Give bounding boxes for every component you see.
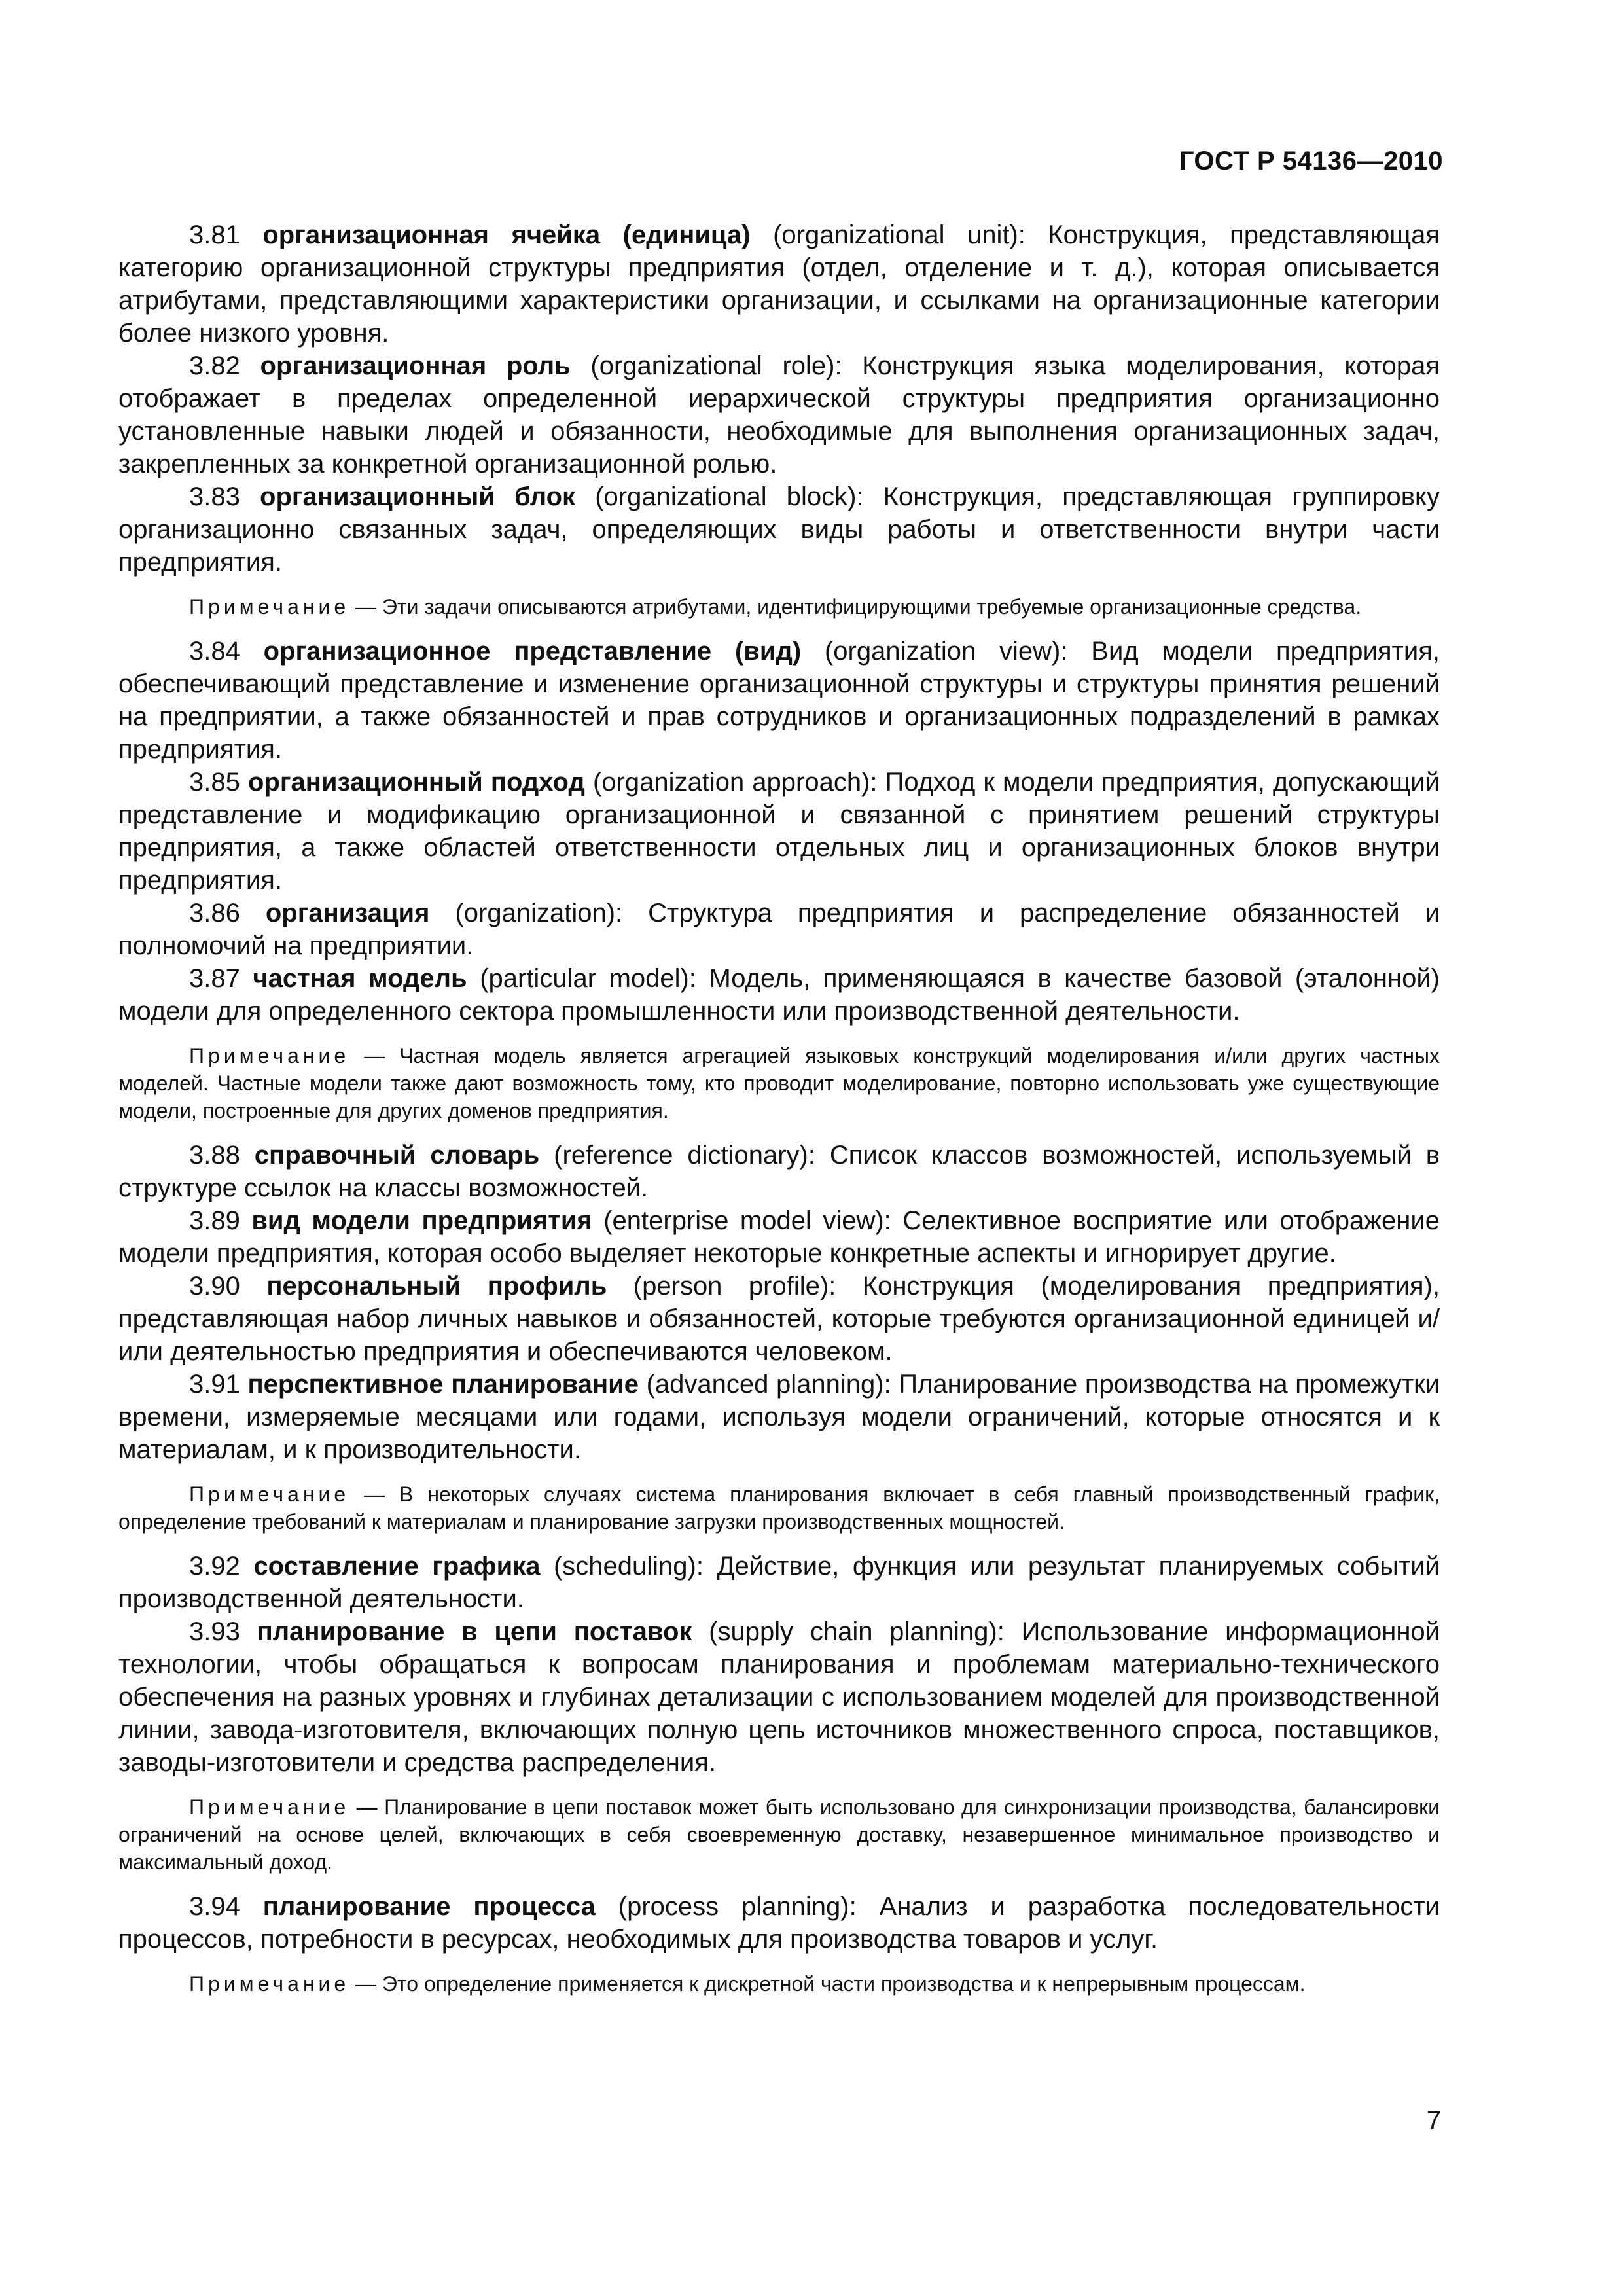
note-label: Примечание <box>189 1482 350 1506</box>
term-entry-3-86 <box>118 897 1440 962</box>
term-entry-3-85 <box>118 766 1440 897</box>
note-dash: — <box>349 1972 382 1996</box>
term-note-3-87 <box>118 1042 1440 1124</box>
term-number: 3.91 <box>189 1370 240 1399</box>
term-entry-3-82 <box>118 350 1440 480</box>
term-entry-3-91 <box>118 1368 1440 1466</box>
term-number: 3.90 <box>189 1272 240 1300</box>
term-definition: (organizational block): Конструкция, представляющая группировку организационно связанных задач, определяющих виды работы и ответственности внутри части предприятия. <box>118 482 1440 577</box>
term-entry-3-93 <box>118 1615 1440 1779</box>
term-number: 3.81 <box>189 221 240 249</box>
term-title: организационная роль <box>260 351 571 380</box>
term-number: 3.93 <box>189 1617 240 1646</box>
term-number: 3.84 <box>189 637 240 666</box>
term-definition: (supply chain planning): Использование информационной технологии, чтобы обращаться к вопросам планирования и проблемам материально-технического обеспечения на разных уровнях и глубинах детализации с использованием моделей для производственной линии, завода-изготовителя, включающих полную цепь источников множественного спроса, поставщиков, заводы-изготовители и средства распределения. <box>118 1617 1440 1777</box>
term-definition: (person profile): Конструкция (моделирования предприятия), представляющая набор личных навыков и обязанностей, которые требуются организационной единицей и/или деятельностью предприятия и обеспечиваются человеком. <box>118 1272 1440 1366</box>
note-dash: — <box>349 1795 385 1819</box>
note-label: Примечание <box>189 1795 350 1819</box>
note-dash: — <box>349 595 382 619</box>
term-title: справочный словарь <box>254 1141 540 1170</box>
term-title: частная модель <box>253 964 467 993</box>
term-definition: (organizational role): Конструкция языка моделирования, которая отображает в пределах определенной иерархической структуры предприятия организационно установленные навыки людей и обязанности, необходимые для выполнения организационных задач, закрепленных за конкретной организационной ролью. <box>118 351 1440 478</box>
note-text: Частная модель является агрегацией языковых конструкций моделирования и/или других частных моделей. Частные модели также дают возможность тому, кто проводит моделирование, повторно использовать уже существующие модели, построенные для других доменов предприятия. <box>118 1044 1440 1122</box>
standard-header: ГОСТ Р 54136—2010 <box>1179 147 1443 175</box>
term-number: 3.82 <box>189 351 240 380</box>
term-note-3-83 <box>118 593 1440 620</box>
term-note-3-94 <box>118 1970 1440 1998</box>
term-definition: (advanced planning): Планирование производства на промежутки времени, измеряемые месяцами или годами, используя модели ограничений, которые относятся и к материалам, и к производительности. <box>118 1370 1440 1464</box>
term-title: организационное представление (вид) <box>263 637 802 666</box>
term-definition: (organization view): Вид модели предприятия, обеспечивающий представление и изменение организационной структуры и структуры принятия решений на предприятии, а также обязанностей и прав сотрудников и организационных подразделений в рамках предприятия. <box>118 637 1440 764</box>
term-definition: (organizational unit): Конструкция, представляющая категорию организационной структуры предприятия (отдел, отделение и т. д.), которая описывается атрибутами, представляющими характеристики организации, и ссылками на организационные категории более низкого уровня. <box>118 221 1440 348</box>
note-text: В некоторых случаях система планирования включает в себя главный производственный график, определение требований к материалам и планирование загрузки производственных мощностей. <box>118 1482 1440 1534</box>
term-number: 3.89 <box>189 1206 240 1235</box>
term-number: 3.87 <box>189 964 240 993</box>
page-number: 7 <box>1426 2106 1441 2135</box>
term-entry-3-92 <box>118 1550 1440 1615</box>
term-title: организационный подход <box>247 768 585 797</box>
term-title: персональный профиль <box>266 1272 607 1300</box>
term-number: 3.85 <box>189 768 240 797</box>
term-title: вид модели предприятия <box>251 1206 592 1235</box>
term-entry-3-84 <box>118 635 1440 766</box>
term-title: планирование процесса <box>262 1892 596 1921</box>
term-number: 3.92 <box>189 1552 240 1581</box>
term-definition: (reference dictionary): Список классов возможностей, используемый в структуре ссылок на классы возможностей. <box>118 1141 1440 1202</box>
term-number: 3.86 <box>189 899 240 927</box>
note-text: Эти задачи описываются атрибутами, идентифицирующими требуемые организационные средства. <box>382 595 1362 619</box>
term-definition: (organization approach): Подход к модели предприятия, допускающий представление и модификацию организационной и связанной с принятием решений структуры предприятия, а также областей ответственности отдельных лиц и организационных блоков внутри предприятия. <box>118 768 1440 895</box>
term-definition: (process planning): Анализ и разработка последовательности процессов, потребности в ресурсах, необходимых для производства товаров и услуг. <box>118 1892 1440 1954</box>
term-title: организационная ячейка (единица) <box>262 221 751 249</box>
term-number: 3.94 <box>189 1892 240 1921</box>
term-title: организационный блок <box>260 482 576 511</box>
term-entry-3-88 <box>118 1139 1440 1204</box>
term-title: составление графика <box>253 1552 541 1581</box>
term-title: организация <box>265 899 430 927</box>
term-entry-3-83 <box>118 480 1440 579</box>
term-note-3-93 <box>118 1793 1440 1876</box>
note-dash: — <box>349 1044 400 1067</box>
note-text: Это определение применяется к дискретной части производства и к непрерывным процессам. <box>382 1972 1306 1996</box>
term-note-3-91 <box>118 1480 1440 1535</box>
term-entry-3-90 <box>118 1270 1440 1368</box>
note-text: Планирование в цепи поставок может быть использовано для синхронизации производства, балансировки ограничений на основе целей, включающих в себя своевременную доставку, незавершенное минимальное производство и максимальный доход. <box>118 1795 1440 1874</box>
note-label: Примечание <box>189 1972 350 1996</box>
term-entry-3-87 <box>118 962 1440 1028</box>
note-label: Примечание <box>189 1044 350 1067</box>
term-definition: (organization): Структура предприятия и распределение обязанностей и полномочий на предприятии. <box>118 899 1440 960</box>
note-dash: — <box>349 1482 400 1506</box>
note-label: Примечание <box>189 595 350 619</box>
term-definition: (scheduling): Действие, функция или результат планируемых событий производственной деятельности. <box>118 1552 1440 1613</box>
term-entry-3-94 <box>118 1890 1440 1956</box>
term-title: перспективное планирование <box>247 1370 639 1399</box>
term-number: 3.88 <box>189 1141 240 1170</box>
term-definition: (particular model): Модель, применяющаяся в качестве базовой (эталонной) модели для определенного сектора промышленности или производственной деятельности. <box>118 964 1440 1026</box>
term-definition: (enterprise model view): Селективное восприятие или отображение модели предприятия, которая особо выделяет некоторые конкретные аспекты и игнорирует другие. <box>118 1206 1440 1268</box>
term-title: планирование в цепи поставок <box>257 1617 692 1646</box>
term-entry-3-81 <box>118 219 1440 350</box>
terms-list <box>118 219 1440 2012</box>
term-entry-3-89 <box>118 1204 1440 1270</box>
term-number: 3.83 <box>189 482 240 511</box>
